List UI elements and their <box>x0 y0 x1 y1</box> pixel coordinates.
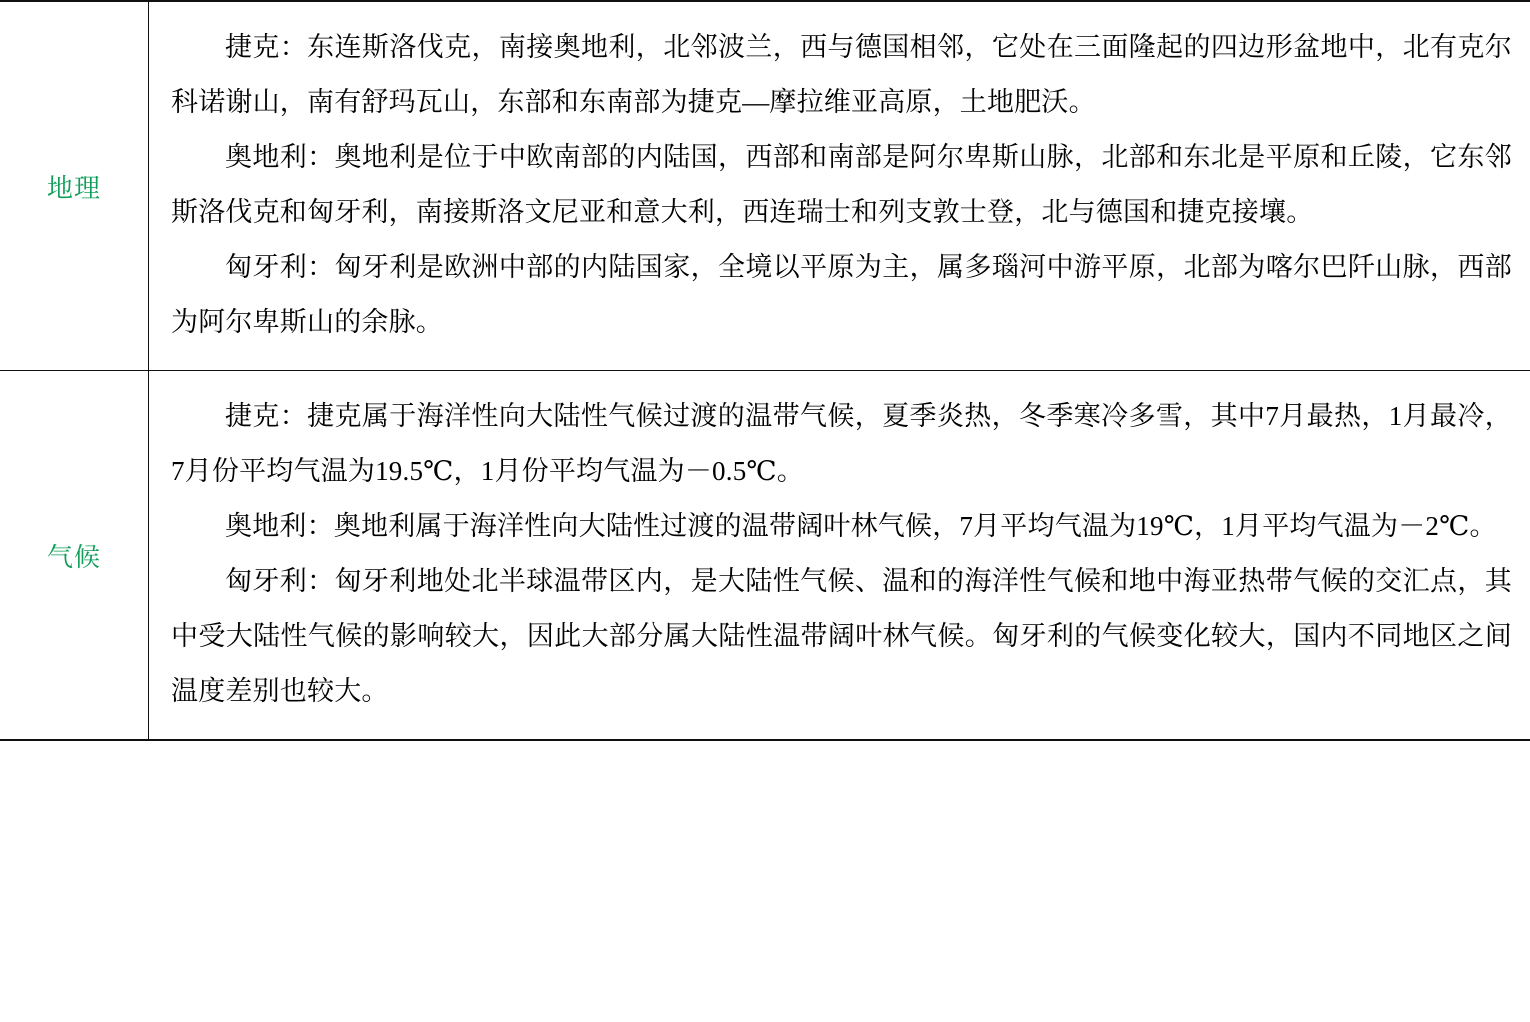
paragraph-czech-geography: 捷克：东连斯洛伐克，南接奥地利，北邻波兰，西与德国相邻，它处在三面隆起的四边形盆地中，北有克尔科诺谢山，南有舒玛瓦山，东部和东南部为捷克—摩拉维亚高原，土地肥沃。 <box>171 32 1512 117</box>
paragraph-hungary-geography: 匈牙利：匈牙利是欧洲中部的内陆国家，全境以平原为主，属多瑙河中游平原，北部为喀尔巴阡山脉，西部为阿尔卑斯山的余脉。 <box>171 252 1512 337</box>
paragraph-austria-geography: 奥地利：奥地利是位于中欧南部的内陆国，西部和南部是阿尔卑斯山脉，北部和东北是平原和丘陵，它东邻斯洛伐克和匈牙利，南接斯洛文尼亚和意大利，西连瑞士和列支敦士登，北与德国和捷克接壤。 <box>171 142 1512 227</box>
paragraph-czech-climate: 捷克：捷克属于海洋性向大陆性气候过渡的温带气候，夏季炎热，冬季寒冷多雪，其中7月最热，1月最冷，7月份平均气温为19.5℃，1月份平均气温为－0.5℃。 <box>171 401 1512 486</box>
paragraph-group <box>171 389 1512 719</box>
row-content-geography <box>149 1 1530 371</box>
row-label-geography: 地理 <box>0 1 149 371</box>
paragraph-austria-climate: 奥地利：奥地利属于海洋性向大陆性过渡的温带阔叶林气候，7月平均气温为19℃，1月平均气温为－2℃。 <box>225 511 1497 541</box>
row-label-climate: 气候 <box>0 371 149 741</box>
table-row-geography <box>0 1 1530 371</box>
row-content-climate <box>149 371 1530 741</box>
table-row-climate <box>0 371 1530 741</box>
paragraph-group <box>171 20 1512 350</box>
paragraph-hungary-climate: 匈牙利：匈牙利地处北半球温带区内，是大陆性气候、温和的海洋性气候和地中海亚热带气候的交汇点，其中受大陆性气候的影响较大，因此大部分属大陆性温带阔叶林气候。匈牙利的气候变化较大，国内不同地区之间温度差别也较大。 <box>171 566 1512 706</box>
